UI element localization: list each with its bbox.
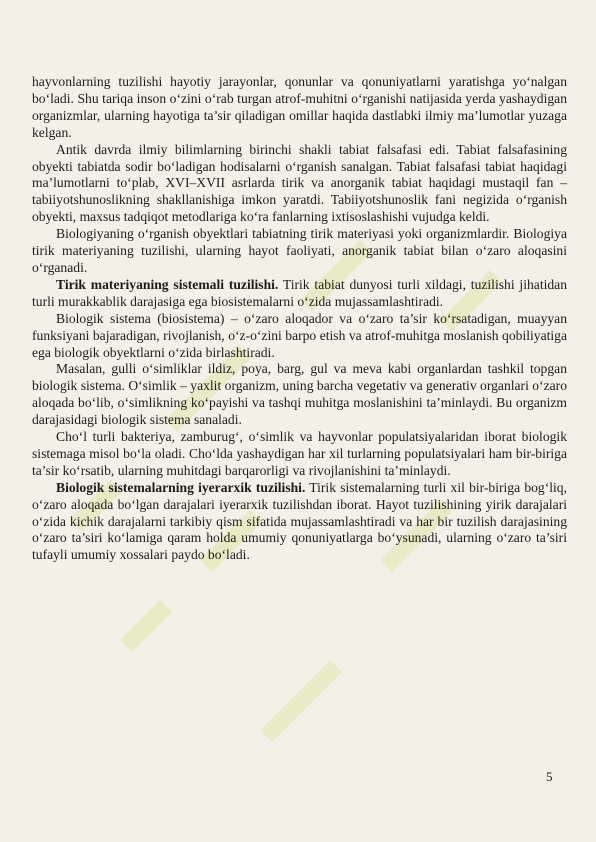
paragraph: Cho‘l turli bakteriya, zamburug‘, o‘simlik va hayvonlar populatsiyalaridan iborat biologik sistemaga misol bo‘la oladi. Cho‘lda yashaydigan har xil turlarning populatsiyalari ham bir-biriga ta’sir ko‘rsatib, ularning muhitdagi barqarorligi va rivojlanishini ta’minlaydi. xyxy=(32,429,567,478)
page-number: 5 xyxy=(546,769,553,784)
paragraph-section-heading: Biologik sistemalarning iyerarxik tuzilishi. Tirik sistemalarning turli xil bir-biriga bog‘liq, o‘zaro aloqada bo‘lgan darajalari iyerarxik tuzilishdan iborat. Hayot tuzilishining yirik darajalari o‘zida kichik darajalarni tarkibiy qism sifatida mujassamlashtiradi va har bir tuzilish darajasining o‘zaro ta’siri ko‘lamiga qaram holda umumiy qonuniyatlarga bo‘ysunadi, ularning o‘zaro ta’siri tufayli umumiy xossalari paydo bo‘ladi. xyxy=(32,479,567,563)
paragraph: Biologiyaning o‘rganish obyektlari tabiatning tirik materiyasi yoki organizmlardir. Biologiya tirik materiyaning tuzilishi, ularning hayot faoliyati, anorganik tabiat bilan o‘zaro aloqasini o‘rganadi. xyxy=(32,226,567,275)
section-heading: Biologik sistemalarning iyerarxik tuzilishi. xyxy=(56,479,306,495)
section-heading: Tirik materiyaning sistemali tuzilishi. xyxy=(56,276,279,292)
page-body xyxy=(32,74,567,564)
paragraph-section-heading: Tirik materiyaning sistemali tuzilishi. Tirik tabiat dunyosi turli xildagi, tuzilishi jihatidan turli murakkablik darajasiga ega biosistemalarni o‘zida mujassamlashtiradi. xyxy=(32,276,567,309)
paragraph: Antik davrda ilmiy bilimlarning birinchi shakli tabiat falsafasi edi. Tabiat falsafasining obyekti tabiatda sodir bo‘ladigan hodisalarni o‘rganish sanalgan. Tabiat falsafasi tabiat haqidagi ma’lumotlarni to‘plab, XVI–XVII asrlarda tirik va anorganik tabiat haqidagi mustaqil fan – tabiiyotshunoslikning shakllanishiga imkon yaratdi. Tabiiyotshunoslik fani negizida o‘rganish obyekti, maxsus tadqiqot metodlariga ko‘ra fanlarning ixtisoslashishi vujudga keldi. xyxy=(32,141,567,225)
paragraph: Biologik sistema (biosistema) – o‘zaro aloqador va o‘zaro ta’sir ko‘rsatadigan, muayyan funksiyani bajaradigan, rivojlanish, o‘z-o‘zini barpo etish va atrof-muhitga moslanish qobiliyatiga ega biologik obyektlarni o‘zida birlashtiradi. xyxy=(32,310,567,360)
paragraph: Masalan, gulli o‘simliklar ildiz, poya, barg, gul va meva kabi organlardan tashkil topgan biologik sistema. O‘simlik – yaxlit organizm, uning barcha vegetativ va generativ organlari o‘zaro aloqada bo‘lib, o‘simlikning ko‘payishi va tashqi muhitga moslanishini ta’minlaydi. Bu organizm darajasidagi biologik sistema sanaladi. xyxy=(32,361,567,428)
paragraph: hayvonlarning tuzilishi hayotiy jarayonlar, qonunlar va qonuniyatlarni yaratishga yo‘nalgan bo‘ladi. Shu tariqa inson o‘zini o‘rab turgan atrof-muhitni o‘rganishi natijasida yerda yashaydigan organizmlar, ularning hayotiga ta’sir qiladigan omillar haqida dastlabki ilmiy ma’lumotlar yuzaga kelgan. xyxy=(32,74,567,140)
